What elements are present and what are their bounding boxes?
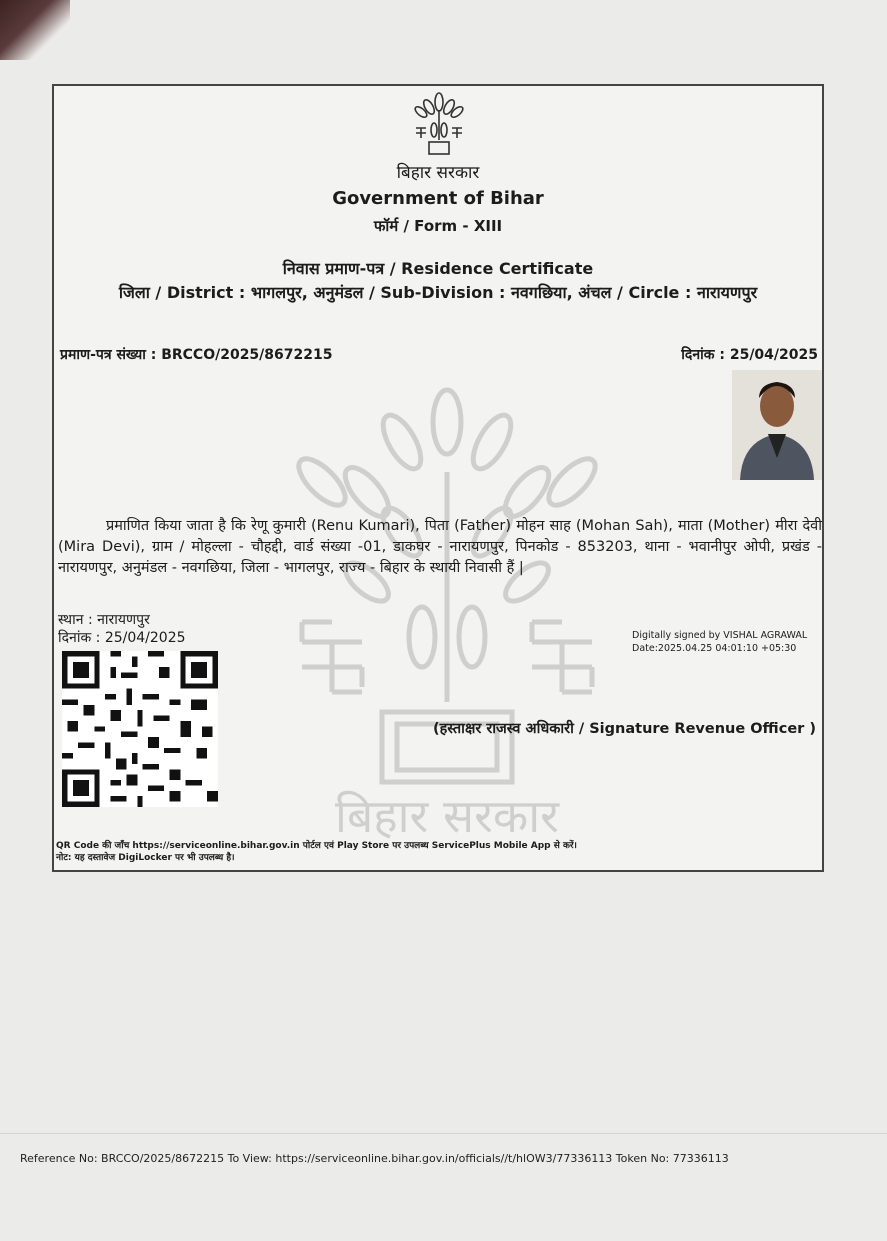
certificate-title: निवास प्रमाण-पत्र / Residence Certificate — [282, 259, 594, 278]
bihar-emblem-logo — [410, 92, 468, 158]
issue-date-top: दिनांक : 25/04/2025 — [681, 347, 818, 363]
digital-sign-date: Date:2025.04.25 04:01:10 +05:30 — [632, 643, 797, 654]
bihar-emblem-watermark — [282, 382, 612, 842]
gov-english-title: Government of Bihar — [332, 188, 544, 209]
qr-code[interactable] — [62, 651, 218, 807]
page-divider — [0, 1133, 887, 1134]
watermark-text: बिहार सरकार — [335, 789, 559, 842]
district-line: जिला / District : भागलपुर, अनुमंडल / Sub-Division : नवगछिया, अंचल / Circle : नारायणपुर — [118, 283, 758, 302]
signature-revenue-officer: (हस्ताक्षर राजस्व अधिकारी / Signature Revenue Officer ) — [432, 721, 816, 737]
form-number: फॉर्म / Form - XIII — [373, 217, 503, 235]
qr-verification-note: QR Code की जाँच https://serviceonline.bihar.gov.in पोर्टल एवं Play Store पर उपलब्ध ServicePlus Mobile App से करें। — [56, 841, 577, 851]
digital-signer: Digitally signed by VISHAL AGRAWAL — [632, 630, 808, 641]
applicant-photo — [732, 370, 822, 480]
digital-signature-block — [632, 629, 807, 655]
page-corner-shadow — [0, 0, 70, 60]
place-of-issue: स्थान : नारायणपुर — [58, 612, 150, 628]
digilocker-note: नोट: यह दस्तावेज DigiLocker पर भी उपलब्ध है। — [56, 853, 235, 863]
certification-statement: प्रमाणित किया जाता है कि रेणू कुमारी (Renu Kumari), पिता (Father) मोहन साह (Mohan Sah), माता (Mother) मीरा देवी (Mira Devi), ग्राम / मोहल्ला - चौहद्दी, वार्ड संख्या -01, डाकघर - नारायणपुर, पिनकोड - 853203, थाना - भवानीपुर ओपी, प्रखंड - नारायणपुर, अनुमंडल - नवगछिया, जिला - भागलपुर, राज्य - बिहार के स्थायी निवासी हैं | — [58, 518, 822, 576]
gov-hindi-title: बिहार सरकार — [396, 163, 480, 183]
issue-date-bottom: दिनांक : 25/04/2025 — [58, 630, 186, 646]
verification-notes — [56, 840, 577, 864]
certificate-frame — [52, 84, 824, 872]
reference-line: Reference No: BRCCO/2025/8672215 To View: https://serviceonline.bihar.gov.in/officials//t/hlOW3/77336113 Token No: 77336113 — [20, 1152, 729, 1165]
certificate-number: प्रमाण-पत्र संख्या : BRCCO/2025/8672215 — [60, 347, 333, 363]
